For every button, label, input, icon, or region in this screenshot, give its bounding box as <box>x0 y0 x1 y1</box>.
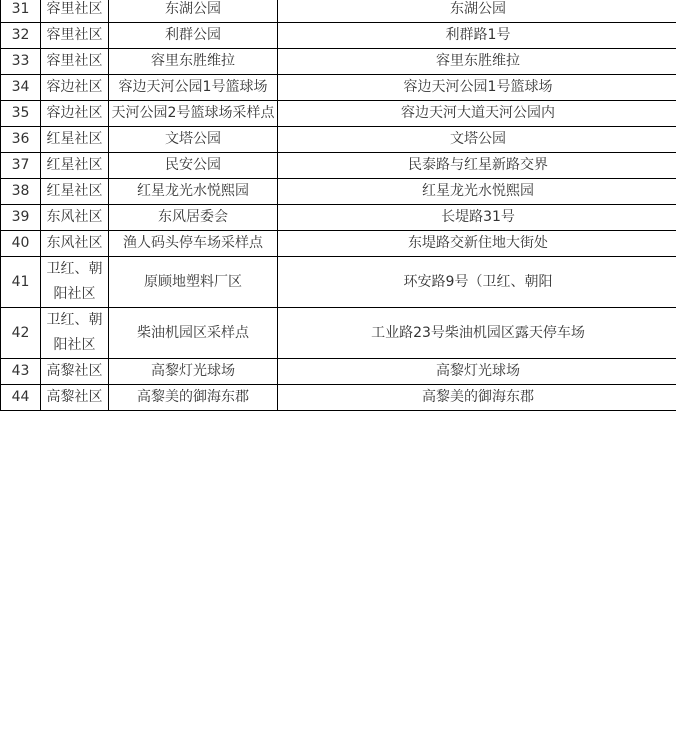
site-name-cell: 高黎美的御海东郡 <box>109 385 278 411</box>
table-row <box>1 49 676 75</box>
site-name-cell: 渔人码头停车场采样点 <box>109 231 278 257</box>
address-cell: 长堤路31号 <box>278 205 676 231</box>
row-number: 44 <box>1 385 41 411</box>
address-cell: 环安路9号（卫红、朝阳 <box>278 257 676 308</box>
community-cell: 东风社区 <box>41 205 109 231</box>
table-row <box>1 0 676 23</box>
row-number: 43 <box>1 359 41 385</box>
row-number: 42 <box>1 308 41 359</box>
table-row <box>1 257 676 308</box>
address-cell: 工业路23号柴油机园区露天停车场 <box>278 308 676 359</box>
community-cell: 容里社区 <box>41 23 109 49</box>
row-number: 41 <box>1 257 41 308</box>
site-name-cell: 红星龙光水悦熙园 <box>109 179 278 205</box>
address-cell: 容边天河大道天河公园内 <box>278 101 676 127</box>
site-name-cell: 天河公园2号篮球场采样点 <box>109 101 278 127</box>
row-number: 34 <box>1 75 41 101</box>
address-cell: 文塔公园 <box>278 127 676 153</box>
site-name-cell: 文塔公园 <box>109 127 278 153</box>
community-cell: 容边社区 <box>41 75 109 101</box>
table-row <box>1 308 676 359</box>
site-name-cell: 东湖公园 <box>109 0 278 23</box>
community-cell: 容里社区 <box>41 49 109 75</box>
table-row <box>1 127 676 153</box>
site-name-cell: 利群公园 <box>109 23 278 49</box>
table-row <box>1 205 676 231</box>
row-number: 32 <box>1 23 41 49</box>
site-name-cell: 东风居委会 <box>109 205 278 231</box>
site-name-cell: 民安公园 <box>109 153 278 179</box>
table-row <box>1 153 676 179</box>
row-number: 31 <box>1 0 41 23</box>
community-cell: 红星社区 <box>41 153 109 179</box>
site-name-cell: 原顾地塑料厂区 <box>109 257 278 308</box>
table-row <box>1 23 676 49</box>
community-cell: 卫红、朝阳社区 <box>41 308 109 359</box>
table-row <box>1 359 676 385</box>
row-number: 39 <box>1 205 41 231</box>
table-row <box>1 179 676 205</box>
address-cell: 民泰路与红星新路交界 <box>278 153 676 179</box>
table-body <box>1 0 676 411</box>
site-name-cell: 容里东胜维拉 <box>109 49 278 75</box>
community-cell: 高黎社区 <box>41 385 109 411</box>
community-cell: 红星社区 <box>41 127 109 153</box>
site-name-cell: 容边天河公园1号篮球场 <box>109 75 278 101</box>
community-cell: 容边社区 <box>41 101 109 127</box>
table-row <box>1 101 676 127</box>
site-name-cell: 柴油机园区采样点 <box>109 308 278 359</box>
address-cell: 东堤路交新住地大街处 <box>278 231 676 257</box>
address-cell: 容里东胜维拉 <box>278 49 676 75</box>
row-number: 37 <box>1 153 41 179</box>
community-cell: 卫红、朝阳社区 <box>41 257 109 308</box>
table-row <box>1 231 676 257</box>
community-cell: 高黎社区 <box>41 359 109 385</box>
site-name-cell: 高黎灯光球场 <box>109 359 278 385</box>
table-row <box>1 75 676 101</box>
community-cell: 东风社区 <box>41 231 109 257</box>
row-number: 38 <box>1 179 41 205</box>
row-number: 33 <box>1 49 41 75</box>
community-cell: 红星社区 <box>41 179 109 205</box>
address-cell: 高黎美的御海东郡 <box>278 385 676 411</box>
row-number: 40 <box>1 231 41 257</box>
table-row <box>1 385 676 411</box>
row-number: 35 <box>1 101 41 127</box>
address-cell: 东湖公园 <box>278 0 676 23</box>
address-cell: 红星龙光水悦熙园 <box>278 179 676 205</box>
address-cell: 高黎灯光球场 <box>278 359 676 385</box>
address-cell: 利群路1号 <box>278 23 676 49</box>
row-number: 36 <box>1 127 41 153</box>
address-cell: 容边天河公园1号篮球场 <box>278 75 676 101</box>
community-cell: 容里社区 <box>41 0 109 23</box>
